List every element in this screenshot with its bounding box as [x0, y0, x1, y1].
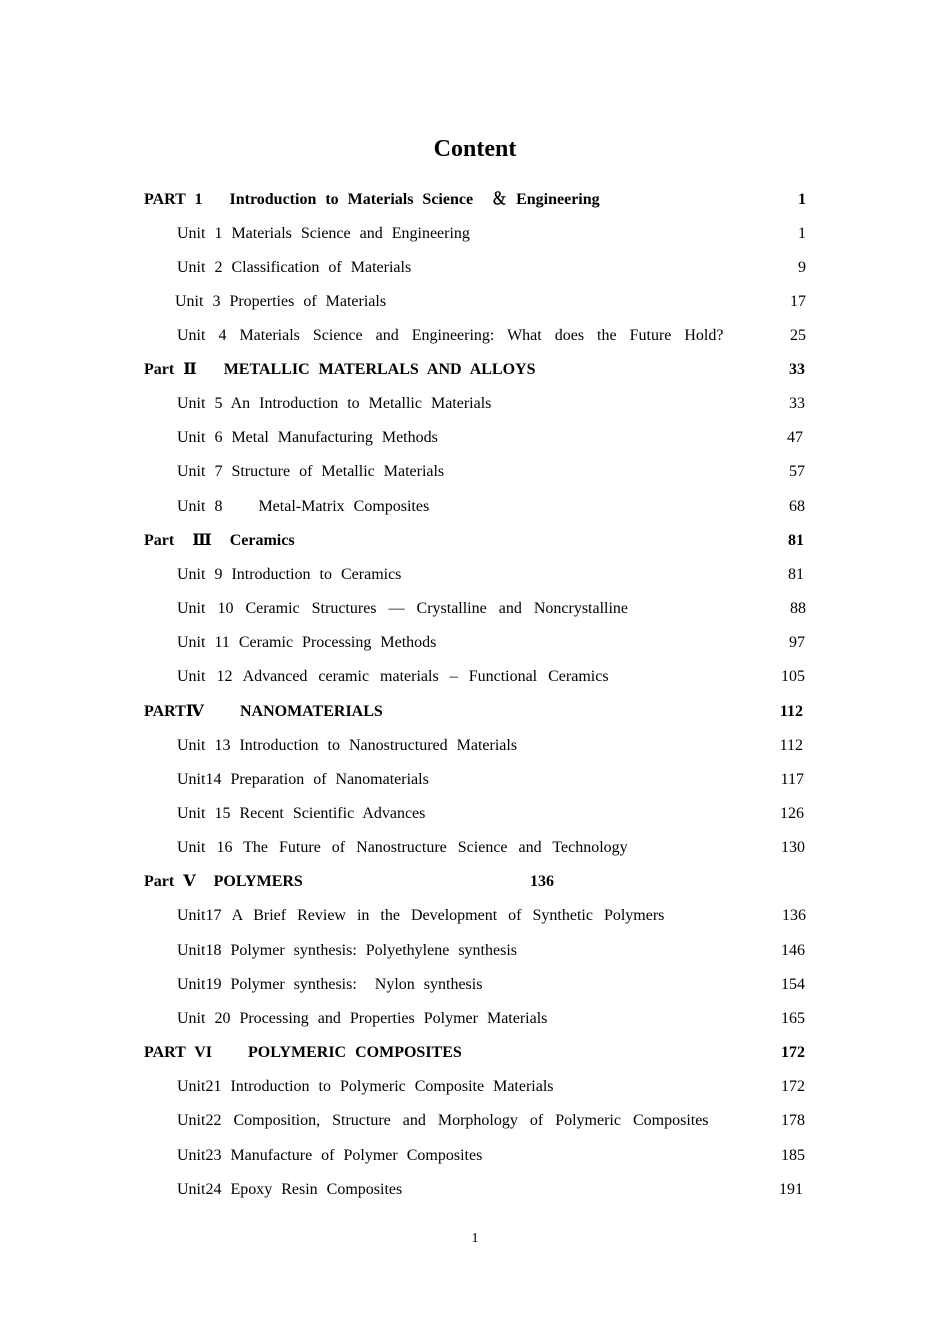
- toc-label: Unit 1 Materials Science and Engineering: [177, 225, 470, 242]
- toc-label: Unit23 Manufacture of Polymer Composites: [177, 1147, 483, 1164]
- toc-page: 146: [781, 942, 805, 959]
- toc-page: 1: [798, 225, 806, 242]
- toc-label: PART 1 Introduction to Materials Science ＆ Engineering: [144, 191, 600, 208]
- toc-label: Unit 7 Structure of Metallic Materials: [177, 463, 445, 480]
- toc-unit-19: [177, 972, 805, 998]
- toc-page: 68: [789, 498, 805, 515]
- toc-page: 112: [779, 737, 803, 754]
- toc-page: 154: [781, 976, 805, 993]
- toc-label: Unit 5 An Introduction to Metallic Materials: [177, 395, 492, 412]
- toc-label: PARTⅣ NANOMATERIALS: [144, 703, 383, 720]
- toc-page: 88: [790, 600, 806, 617]
- toc-page: 130: [781, 839, 805, 856]
- toc-unit-15: [177, 801, 804, 827]
- page-title: Content: [433, 136, 517, 162]
- toc-label: Unit 3 Properties of Materials: [175, 293, 387, 310]
- toc-unit-3: [175, 289, 806, 315]
- toc-page: 33: [789, 395, 805, 412]
- toc-unit-21: [177, 1074, 805, 1100]
- toc-page: 112: [779, 703, 803, 720]
- toc-unit-13: [177, 733, 803, 759]
- toc-page: 81: [788, 532, 804, 549]
- toc-unit-23: [177, 1143, 805, 1169]
- toc-page: 97: [789, 634, 805, 651]
- toc-label: Unit24 Epoxy Resin Composites: [177, 1181, 403, 1198]
- toc-unit-10: [177, 596, 806, 622]
- toc-unit-5: [177, 391, 805, 417]
- toc-unit-20: [177, 1006, 805, 1032]
- toc-page: 172: [781, 1078, 805, 1095]
- toc-part-2: [144, 357, 805, 383]
- toc-label: Unit 6 Metal Manufacturing Methods: [177, 429, 438, 446]
- toc-part-1: [144, 187, 806, 213]
- toc-unit-8: [177, 494, 805, 520]
- toc-part-6: [144, 1040, 805, 1066]
- toc-unit-17: [177, 903, 806, 929]
- toc-page: 136: [530, 873, 554, 890]
- toc-page: 33: [789, 361, 805, 378]
- page-number: 1: [471, 1231, 479, 1246]
- toc-page: 81: [788, 566, 804, 583]
- toc-page: 105: [781, 668, 805, 685]
- toc-label: Unit 15 Recent Scientific Advances: [177, 805, 426, 822]
- toc-page: 17: [790, 293, 806, 310]
- toc-label: Part Ⅴ POLYMERS: [144, 873, 303, 890]
- toc-label: Unit 13 Introduction to Nanostructured Materials: [177, 737, 518, 754]
- toc-page: 47: [787, 429, 803, 446]
- toc-label: Unit 20 Processing and Properties Polymer Materials: [177, 1010, 548, 1027]
- toc-label: Unit22 Composition, Structure and Morphology of Polymeric Composites: [177, 1112, 709, 1129]
- toc-label: Part Ⅱ METALLIC MATERLALS AND ALLOYS: [144, 361, 536, 378]
- toc-label: Unit 10 Ceramic Structures — Crystalline and Noncrystalline: [177, 600, 629, 617]
- toc-label: Unit19 Polymer synthesis: Nylon synthesis: [177, 976, 483, 993]
- toc-page: 185: [781, 1147, 805, 1164]
- toc-part-3: [144, 528, 804, 554]
- toc-label: Unit 11 Ceramic Processing Methods: [177, 634, 437, 651]
- toc-page: 172: [781, 1044, 805, 1061]
- toc-page: 126: [780, 805, 804, 822]
- toc-part-5: [144, 869, 554, 895]
- toc-label: Unit18 Polymer synthesis: Polyethylene synthesis: [177, 942, 517, 959]
- toc-label: Unit 16 The Future of Nanostructure Science and Technology: [177, 839, 628, 856]
- toc-unit-9: [177, 562, 804, 588]
- toc-unit-16: [177, 835, 805, 861]
- toc-label: Unit 12 Advanced ceramic materials – Functional Ceramics: [177, 668, 609, 685]
- toc-page: 1: [798, 191, 806, 208]
- toc-unit-1: [177, 221, 806, 247]
- toc-label: Unit21 Introduction to Polymeric Composite Materials: [177, 1078, 554, 1095]
- toc-label: PART VI POLYMERIC COMPOSITES: [144, 1044, 462, 1061]
- toc-label: Unit 9 Introduction to Ceramics: [177, 566, 402, 583]
- toc-unit-6: [177, 425, 803, 451]
- toc-page: 57: [789, 463, 805, 480]
- toc-page: 9: [798, 259, 806, 276]
- toc-unit-22: [177, 1108, 805, 1134]
- toc-label: Unit14 Preparation of Nanomaterials: [177, 771, 429, 788]
- toc-page: 136: [782, 907, 806, 924]
- toc-unit-18: [177, 938, 805, 964]
- toc-label: Unit17 A Brief Review in the Development of Synthetic Polymers: [177, 907, 665, 924]
- toc-unit-11: [177, 630, 805, 656]
- toc-unit-24: [177, 1177, 803, 1203]
- toc-label: Unit 2 Classification of Materials: [177, 259, 412, 276]
- toc-part-4: [144, 699, 803, 725]
- toc-page: 117: [780, 771, 804, 788]
- toc-page: 165: [781, 1010, 805, 1027]
- toc-unit-4: [177, 323, 806, 349]
- toc-unit-14: [177, 767, 804, 793]
- toc-page: 178: [781, 1112, 805, 1129]
- toc-page: 191: [779, 1181, 803, 1198]
- toc-unit-12: [177, 664, 805, 690]
- toc-label: Unit 8 Metal-Matrix Composites: [177, 498, 430, 515]
- toc-page: 25: [790, 327, 806, 344]
- toc-unit-2: [177, 255, 806, 281]
- toc-label: Part Ⅲ Ceramics: [144, 532, 295, 549]
- toc-unit-7: [177, 459, 805, 485]
- toc-label: Unit 4 Materials Science and Engineering: What does the Future Hold?: [177, 327, 724, 344]
